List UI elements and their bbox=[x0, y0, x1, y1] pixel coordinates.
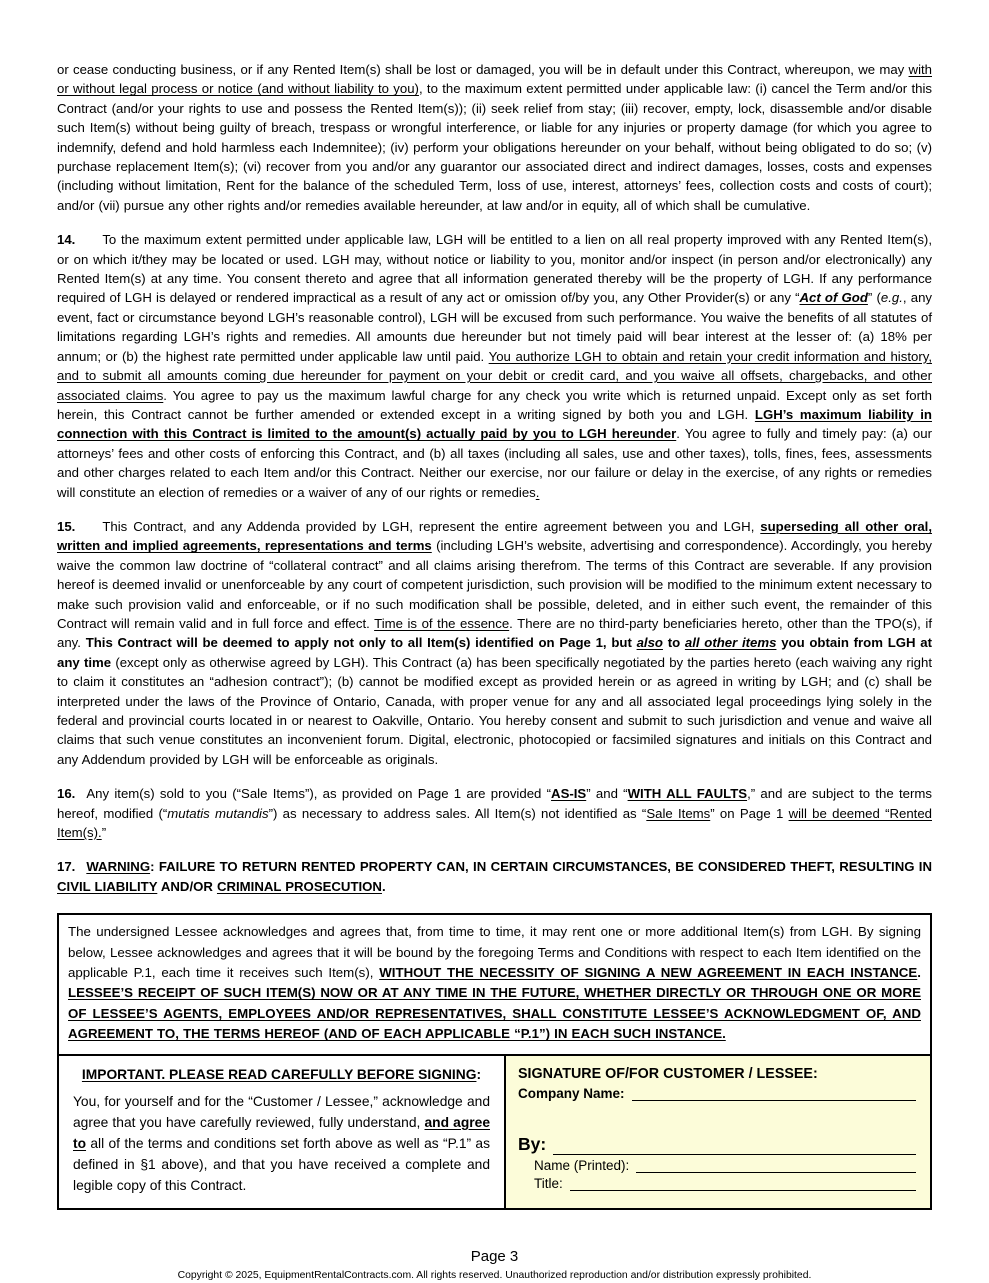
section-number: 17. bbox=[57, 859, 76, 875]
company-name-blank-line bbox=[632, 1085, 916, 1101]
acknowledgment-box bbox=[57, 913, 932, 1209]
copyright-line: Copyright © 2025, EquipmentRentalContracts.com. All rights reserved. Unauthorized reproduction and/or distribution expressly prohibited. bbox=[177, 1269, 812, 1281]
title-label: Title: bbox=[534, 1175, 563, 1191]
section-number: 14. bbox=[57, 232, 76, 248]
signature-box-title: SIGNATURE OF/FOR CUSTOMER / LESSEE: bbox=[518, 1065, 818, 1082]
by-signature-blank-line bbox=[553, 1139, 916, 1155]
by-signature-row bbox=[518, 1134, 916, 1155]
by-label: By: bbox=[518, 1133, 547, 1154]
important-notice-body: You, for yourself and for the “Customer / Lessee,” acknowledge and agree that you have carefully reviewed, fully understand, and agree to all of the terms and conditions set forth above as well as “P.1” as defined in §1 above), and that you have received a complete and legible copy of this Contract. bbox=[73, 1093, 490, 1193]
company-name-row bbox=[518, 1085, 916, 1101]
contract-paragraphs bbox=[57, 60, 932, 896]
contract-paragraph: 16. Any item(s) sold to you (“Sale Items”), as provided on Page 1 are provided “AS-IS” and “WITH ALL FAULTS,” and are subject to the terms hereof, modified (“mutatis mutandis”) as necessary to address sales. All Item(s) not identified as “Sale Items” on Page 1 will be deemed “Rented Item(s).” bbox=[57, 786, 932, 841]
printed-name-label: Name (Printed): bbox=[534, 1157, 630, 1173]
signature-box bbox=[506, 1056, 930, 1208]
acknowledgment-text-section bbox=[59, 915, 930, 1053]
page-number: Page 3 bbox=[470, 1247, 519, 1265]
title-blank-line bbox=[570, 1175, 916, 1191]
section-number: 16. bbox=[57, 786, 76, 802]
contract-paragraph: or cease conducting business, or if any Rented Item(s) shall be lost or damaged, you will be in default under this Contract, whereupon, we may with or without legal process or notice (and without liability to you), to the maximum extent permitted under applicable law: (i) cancel the Term and/or this Contract (and/or your rights to use and possess the Rented Item(s)); (ii) seek relief from stay; (iii) recover, empty, lock, disassemble and/or disable such Item(s) without being guilty of breach, trespass or wrongful interference, or liable for any injuries or property damage (for which you agree to indemnify, defend and hold harmless each Indemnitee); (iv) perform your obligations hereunder on your behalf, without being obligated to do so; (v) purchase replacement Item(s); (vi) recover from you and/or any guarantor our associated direct and indirect damages, losses, costs and expenses (including without limitation, Rent for the balance of the scheduled Term, loss of use, interest, attorneys’ fees, collection costs and costs of court); and/or (vii) pursue any other rights and/or remedies available hereunder, at law and/or in equity, all of which shall be cumulative. bbox=[57, 62, 932, 213]
title-row bbox=[534, 1175, 916, 1191]
signing-row bbox=[59, 1054, 930, 1208]
printed-name-blank-line bbox=[636, 1157, 916, 1173]
section-number: 15. bbox=[57, 518, 76, 534]
contract-paragraph: 15. This Contract, and any Addenda provided by LGH, represent the entire agreement between you and LGH, superseding all other oral, written and implied agreements, representations and terms (including LGH’s website, advertising and correspondence). Accordingly, you hereby waive the common law doctrine of “collateral contract” and all claims arising therefrom. The terms of this Contract are severable. If any provision hereof is deemed invalid or unenforceable by any court of competent jurisdiction, such provision will be modified to the minimum extent necessary to make such provision valid and enforceable, or if no such modification shall be possible, deleted, and in either such event, the remainder of this Contract will remain valid and in full force and effect. Time is of the essence. There are no third-party beneficiaries hereto, other than the TPO(s), if any. This Contract will be deemed to apply not only to all Item(s) identified on Page 1, but also to all other items you obtain from LGH at any time (except only as otherwise agreed by LGH). This Contract (a) has been specifically negotiated by the parties hereto (each waiving any right to claim it constitutes an “adhesion contract”); (b) cannot be modified except as provided herein or as agreed in writing by LGH; and (c) shall be interpreted under the laws of the Province of Ontario, Canada, with proper venue for any and all associated legal proceedings lying solely in the federal and provincial courts located in or nearest to Oakville, Ontario. You hereby consent and submit to such jurisdiction and venue and waive all claims that such venue constitutes an inconvenient forum. Digital, electronic, photocopied or facsimiled signatures and initials on this Contract and any Addendum provided by LGH will be enforceable as originals. bbox=[57, 518, 933, 767]
printed-name-row bbox=[534, 1157, 916, 1173]
important-notice-title: IMPORTANT. PLEASE READ CAREFULLY BEFORE SIGNING: bbox=[81, 1066, 482, 1082]
contract-paragraph: 14. To the maximum extent permitted under applicable law, LGH will be entitled to a lien on all real property improved with any Rented Item(s), or on which it/they may be located or used. LGH may, without notice or liability to you, monitor and/or inspect (in person and/or electronically) any Rented Item(s) at any time. You consent thereto and agree that all information generated thereby will be the property of LGH. If any performance required of LGH is delayed or rendered impractical as a result of any act or omission of/by you, any Other Provider(s) or any “Act of God” (e.g., any event, fact or circumstance beyond LGH’s reasonable control), LGH will be excused from such performance. You waive the benefits of all statutes of limitations regarding LGH’s rights and remedies. All amounts due hereunder but not timely paid will bear interest at the lesser of: (a) 18% per annum; or (b) the highest rate permitted under applicable law until paid. You authorize LGH to obtain and retain your credit information and history, and to submit all amounts coming due hereunder for payment on your debit or credit card, and you waive all offsets, chargebacks, and other associated claims. You agree to pay us the maximum lawful charge for any check you write which is returned unpaid. Except only as set forth herein, this Contract cannot be further amended or extended except in a writing signed by both you and LGH. LGH’s maximum liability in connection with this Contract is limited to the amount(s) actually paid by you to LGH hereunder. You agree to fully and timely pay: (a) our attorneys’ fees and other costs of enforcing this Contract, and (b) all taxes (including all sales, use and other taxes), tolls, fines, fees, assessments and other charges related to each Item and/or this Contract. Neither our exercise, nor our failure or delay in the exercise, of any rights or remedies will constitute an election of remedies or a waiver of any of our rights or remedies. bbox=[57, 232, 932, 500]
company-name-label: Company Name: bbox=[518, 1085, 625, 1101]
page-footer bbox=[57, 1248, 932, 1283]
acknowledgment-paragraph: The undersigned Lessee acknowledges and agrees that, from time to time, it may rent one or more additional Item(s) from LGH. By signing below, Lessee acknowledges and agrees that it will be bound by the foregoing Terms and Conditions with respect to each Item identified on the applicable P.1, each time it receives such Item(s), WITHOUT THE NECESSITY OF SIGNING A NEW AGREEMENT IN EACH INSTANCE. LESSEE’S RECEIPT OF SUCH ITEM(S) NOW OR AT ANY TIME IN THE FUTURE, WHETHER DIRECTLY OR THROUGH ONE OR MORE OF LESSEE’S AGENTS, EMPLOYEES AND/OR REPRESENTATIVES, SHALL CONSTITUTE LESSEE’S ACKNOWLEDGMENT OF, AND AGREEMENT TO, THE TERMS HEREOF (AND OF EACH APPLICABLE “P.1”) IN EACH SUCH INSTANCE. bbox=[68, 924, 921, 1042]
important-notice-box bbox=[59, 1056, 506, 1208]
contract-paragraph: 17. WARNING: FAILURE TO RETURN RENTED PROPERTY CAN, IN CERTAIN CIRCUMSTANCES, BE CONSIDERED THEFT, RESULTING IN CIVIL LIABILITY AND/OR CRIMINAL PROSECUTION. bbox=[57, 859, 932, 894]
